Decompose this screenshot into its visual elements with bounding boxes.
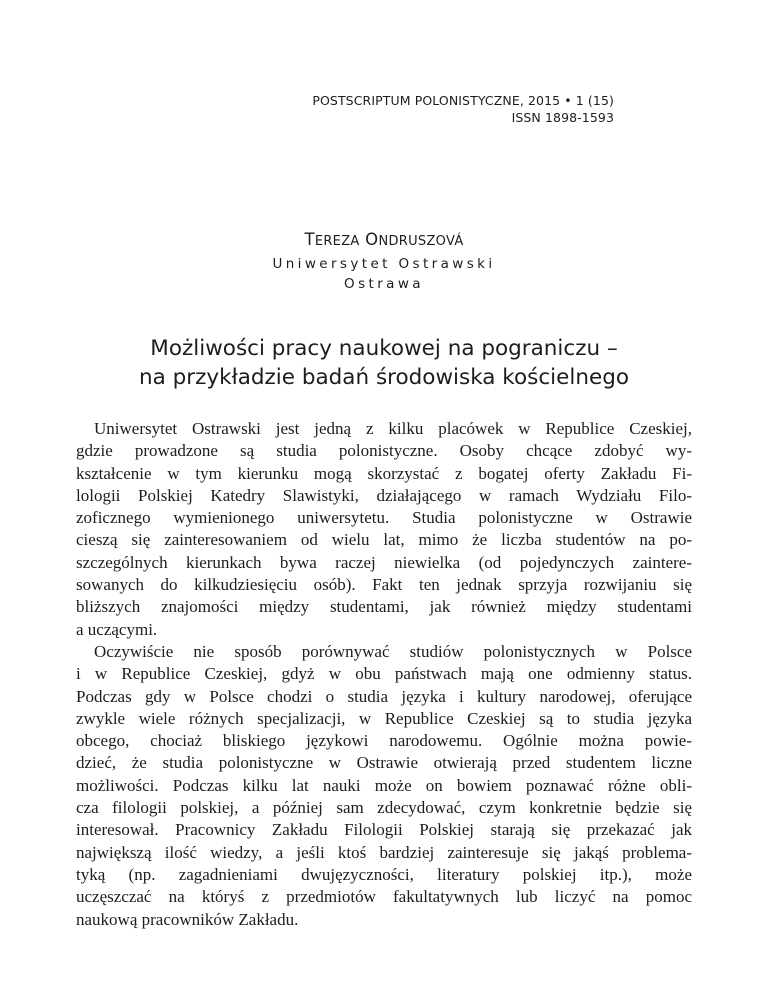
text-line: gdzie prowadzone są studia polonistyczne. Osoby chcące zdobyć wy- xyxy=(76,441,692,461)
author-block xyxy=(0,228,768,294)
text-line: naukową pracowników Zakładu. xyxy=(76,909,299,929)
text-line: cieszą się zainteresowaniem od wielu lat, mimo że liczba studentów na po- xyxy=(76,530,692,550)
text-line: Oczywiście nie sposób porównywać studiów polonistycznych w Polsce xyxy=(94,641,692,661)
text-line: bliższych znajomości między studentami, jak również między studentami xyxy=(76,597,692,617)
text-line: i w Republice Czeskiej, gdyż w obu państwach mają one odmienny status. xyxy=(76,664,692,684)
text-line: największą ilość wiedzy, a jeśli ktoś bardziej zainteresuje się jakąś problema- xyxy=(76,842,692,862)
text-line: zwykle wiele różnych specjalizacji, w Republice Czeskiej są to studia języka xyxy=(76,708,692,728)
text-line: obcego, chociaż bliskiego językowi narodowemu. Ogólnie można powie- xyxy=(76,731,692,751)
author-last-initial: O xyxy=(365,230,379,249)
journal-header xyxy=(312,92,614,126)
text-line: cza filologii polskiej, a później sam zdecydować, czym konkretnie będzie się xyxy=(76,798,692,818)
text-line: Podczas gdy w Polsce chodzi o studia języka i kultury narodowej, oferujące xyxy=(76,686,692,706)
title-line-1: Możliwości pracy naukowej na pograniczu – xyxy=(150,336,618,361)
journal-citation: POSTSCRIPTUM POLONISTYCZNE, 2015 • 1 (15) xyxy=(312,93,614,108)
text-line: dzieć, że studia polonistyczne w Ostrawie otwierają przed studentem liczne xyxy=(76,753,692,773)
text-line: interesował. Pracownicy Zakładu Filologii Polskiej starają się przekazać jak xyxy=(76,820,692,840)
text-line: zoficznego wymienionego uniwersytetu. Studia polonistyczne w Ostrawie xyxy=(76,508,692,528)
author-city: Ostrawa xyxy=(344,276,424,292)
article-title xyxy=(0,334,768,392)
text-line: sowanych do kilkudziesięciu osób). Fakt ten jednak sprzyja rozwijaniu się xyxy=(76,575,692,595)
text-line: szczególnych kierunkach bywa raczej niewielka (od pojedynczych zaintere- xyxy=(76,552,692,572)
paragraph-1 xyxy=(76,418,692,641)
text-line: a uczącymi. xyxy=(76,619,158,639)
issn: ISSN 1898-1593 xyxy=(511,110,614,125)
text-line: lologii Polskiej Katedry Slawistyki, działającego w ramach Wydziału Filo- xyxy=(76,485,692,505)
text-line: uczęszczać na któryś z przedmiotów fakultatywnych lub liczyć na pomoc xyxy=(76,887,692,907)
author-first-initial: T xyxy=(304,230,315,249)
text-line: Uniwersytet Ostrawski jest jedną z kilku placówek w Republice Czeskiej, xyxy=(94,419,692,438)
paragraph-2 xyxy=(76,641,692,931)
text-line: kształcenie w tym kierunku mogą skorzystać z bogatej oferty Zakładu Fi- xyxy=(76,463,692,483)
author-first-rest: EREZA xyxy=(314,234,360,249)
title-line-2: na przykładzie badań środowiska kościelnego xyxy=(139,365,629,390)
text-line: tyką (np. zagadnieniami dwujęzyczności, literatury polskiej itp.), może xyxy=(76,864,692,884)
author-affiliation: Uniwersytet Ostrawski xyxy=(272,256,496,272)
author-name xyxy=(0,228,768,254)
article-body xyxy=(76,418,692,931)
author-last-rest: NDRUSZOVÁ xyxy=(378,234,464,249)
text-line: możliwości. Podczas kilku lat nauki może on bowiem poznawać różne obli- xyxy=(76,775,692,795)
